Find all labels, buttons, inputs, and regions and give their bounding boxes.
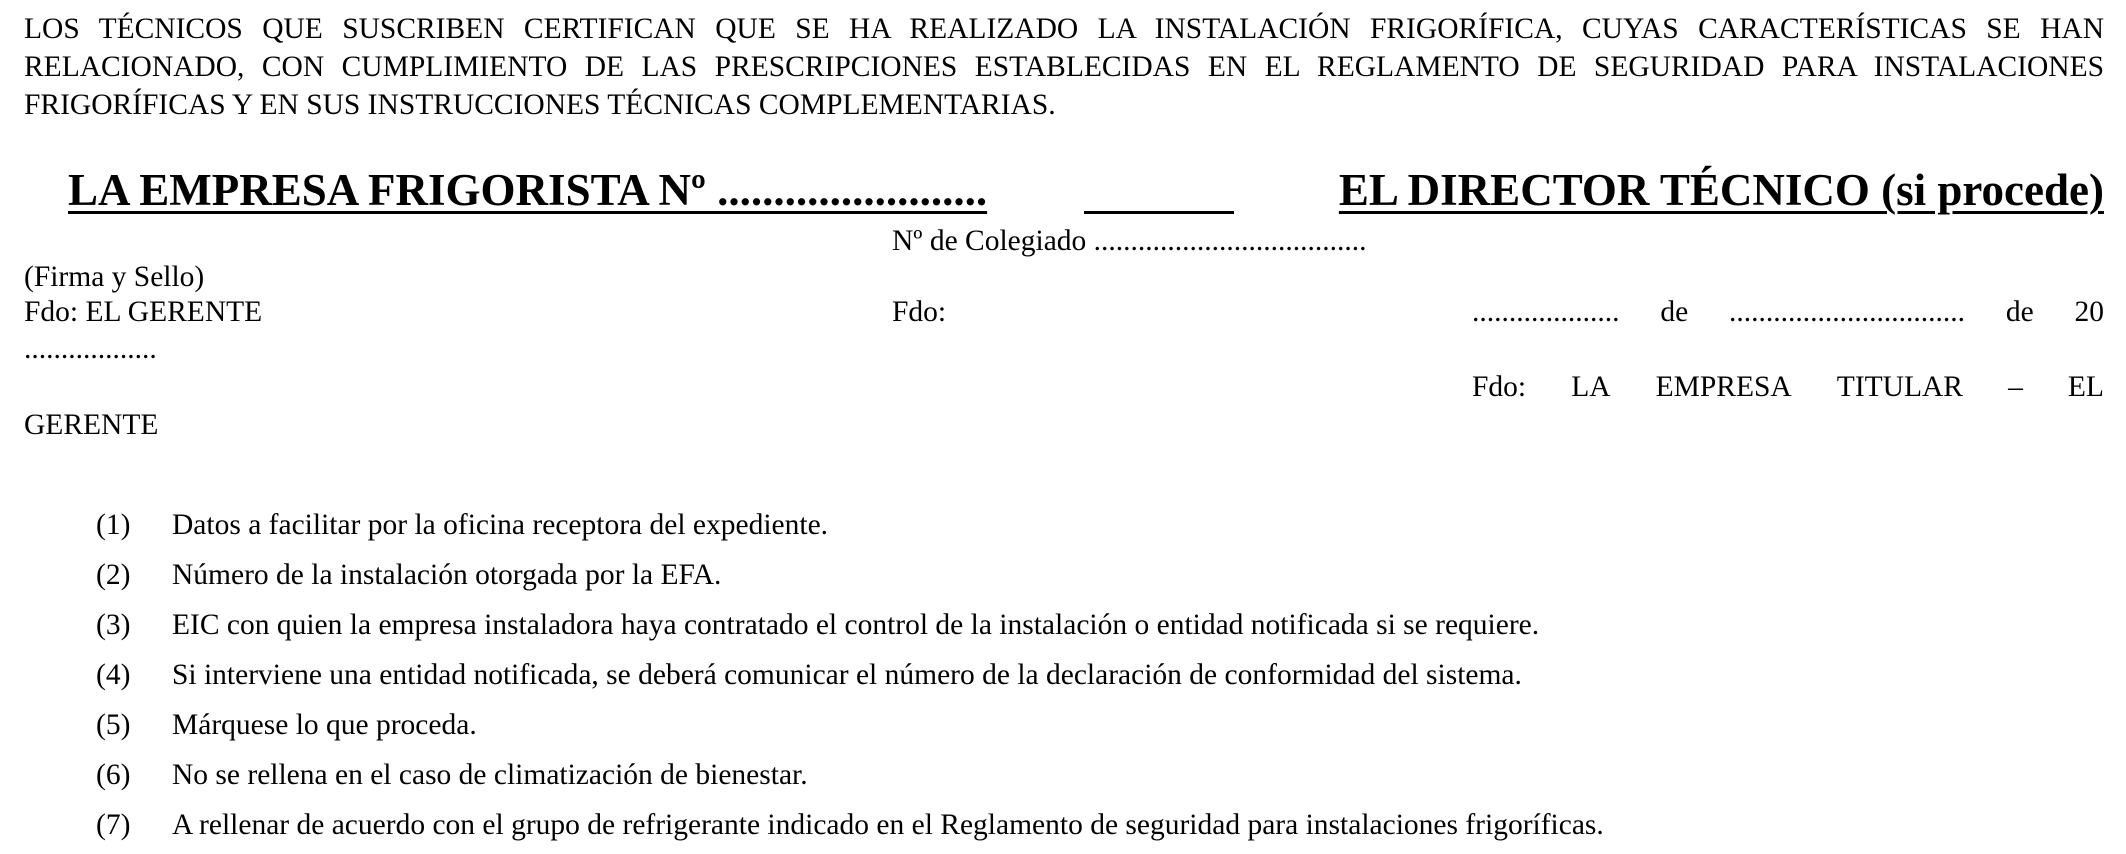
titular-word: EL — [2067, 371, 2104, 403]
titular-word: – — [2008, 371, 2023, 403]
date-year-prefix: 20 — [2074, 296, 2104, 328]
manager-signature-label: Fdo: EL GERENTE — [24, 296, 263, 328]
company-heading: LA EMPRESA FRIGORISTA Nº ........................ — [68, 165, 988, 215]
footnote-item — [96, 500, 2076, 550]
titular-signature-continuation: GERENTE — [24, 409, 159, 441]
footnote-text: Número de la instalación otorgada por la EFA. — [172, 559, 722, 591]
footnote-number: (1) — [96, 509, 131, 541]
date-day-field: .................... — [1472, 296, 1620, 328]
footnote-number: (4) — [96, 659, 131, 691]
footnote-item — [96, 750, 2076, 800]
titular-word: Fdo: — [1472, 371, 1527, 403]
titular-word: EMPRESA — [1655, 371, 1792, 403]
footnote-item — [96, 550, 2076, 600]
footnote-number: (5) — [96, 709, 131, 741]
sign-and-stamp-label: (Firma y Sello) — [24, 261, 205, 293]
date-de-1: de — [1660, 296, 1689, 328]
footnote-number: (6) — [96, 759, 131, 791]
date-line — [1472, 293, 2104, 331]
footnote-item — [96, 700, 2076, 750]
heading-underline-gap — [1084, 158, 1234, 214]
date-year-field: .................. — [24, 333, 157, 365]
collegiate-number-field: Nº de Colegiado ..................................... — [892, 225, 1367, 257]
date-month-field: ................................ — [1729, 296, 1965, 328]
footnote-text: EIC con quien la empresa instaladora haya contratado el control de la instalación o entidad notificada si se requiere. — [172, 609, 1540, 641]
footnote-text: Márquese lo que proceda. — [172, 709, 477, 741]
footnote-text: Si interviene una entidad notificada, se deberá comunicar el número de la declaración de conformidad del sistema. — [172, 659, 1522, 691]
footnote-text: No se rellena en el caso de climatización de bienestar. — [172, 759, 808, 791]
footnote-text: Datos a facilitar por la oficina receptora del expediente. — [172, 509, 829, 541]
director-signature-label: Fdo: — [892, 296, 947, 328]
date-de-2: de — [2005, 296, 2034, 328]
footnote-number: (2) — [96, 559, 131, 591]
titular-word: LA — [1571, 371, 1611, 403]
footnote-number: (7) — [96, 809, 131, 841]
titular-word: TITULAR — [1836, 371, 1963, 403]
director-heading: EL DIRECTOR TÉCNICO (si procede) — [1338, 165, 2104, 215]
certificate-document — [24, 0, 2104, 854]
titular-signature-label — [1472, 368, 2104, 406]
footnotes-list — [96, 500, 2076, 850]
footnote-item — [96, 650, 2076, 700]
footnote-item — [96, 800, 2076, 850]
certification-statement: LOS TÉCNICOS QUE SUSCRIBEN CERTIFICAN QUE SE HA REALIZADO LA INSTALACIÓN FRIGORÍFICA, CUYAS CARACTERÍSTICAS SE HAN RELACIONADO, CON CUMPLIMIENTO DE LAS PRESCRIPCIONES ESTABLECIDAS EN EL REGLAMENTO DE SEGURIDAD PARA INSTALACIONES FRIGORÍFICAS Y EN SUS INSTRUCCIONES TÉCNICAS COMPLEMENTARIAS. — [24, 13, 2104, 121]
footnote-number: (3) — [96, 609, 131, 641]
footnote-text: A rellenar de acuerdo con el grupo de refrigerante indicado en el Reglamento de seguridad para instalaciones frigoríficas. — [172, 809, 1604, 841]
footnote-item — [96, 600, 2076, 650]
